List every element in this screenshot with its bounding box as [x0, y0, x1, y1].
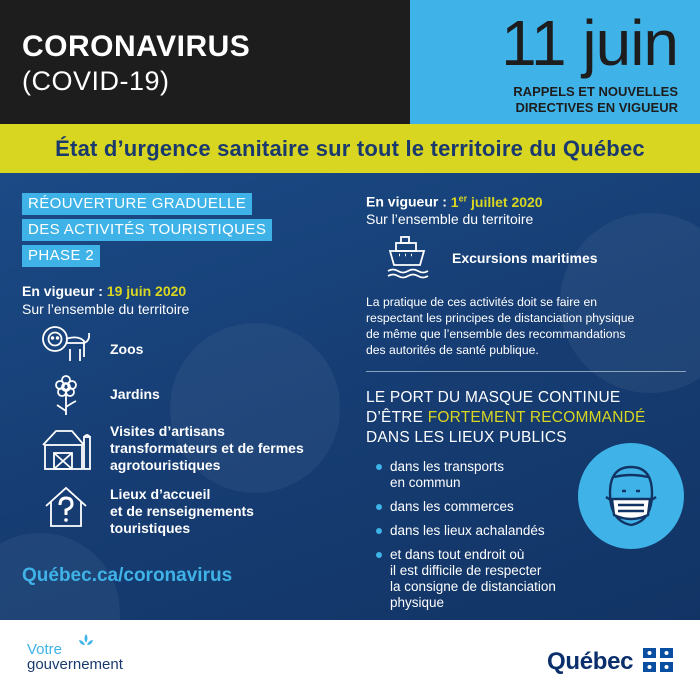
- mask-heading-line2: [366, 408, 646, 428]
- list-item-line: physique: [390, 595, 445, 610]
- fleur-de-lis-icon: [78, 634, 94, 657]
- mask-heading-line1: LE PORT DU MASQUE CONTINUE: [366, 389, 621, 406]
- list-item: [374, 499, 604, 515]
- header-note-line1: RAPPELS ET NOUVELLES: [513, 84, 678, 99]
- phase-label-line2: DES ACTIVITÉS TOURISTIQUES: [22, 219, 272, 241]
- item-visites-line3: agrotouristiques: [110, 457, 221, 473]
- distancing-paragraph-line2: respectant les principes de distanciation physique: [366, 311, 635, 325]
- list-item-line: la consigne de distanciation: [390, 579, 556, 594]
- item-lieux-label: [110, 486, 254, 537]
- phase-label-line1: RÉOUVERTURE GRADUELLE: [22, 193, 252, 215]
- house-question-icon: [44, 485, 88, 529]
- logo-votre: Votre: [27, 641, 63, 658]
- bullet-dot: [376, 552, 382, 558]
- mask-locations-list: [374, 459, 604, 619]
- item-jardins-label: Jardins: [110, 386, 160, 402]
- left-scope: Sur l’ensemble du territoire: [22, 301, 190, 317]
- item-lieux-line3: touristiques: [110, 520, 191, 536]
- item-visites-label: [110, 423, 304, 474]
- emergency-banner: [0, 124, 700, 173]
- header-title: CORONAVIRUS: [22, 30, 251, 63]
- distancing-paragraph-line4: des autorités de santé publique.: [366, 343, 539, 357]
- distancing-paragraph-line1: La pratique de ces activités doit se faire en: [366, 295, 598, 309]
- header-note-line2: DIRECTIVES EN VIGUEUR: [515, 100, 678, 115]
- mask-heading-emphasis: FORTEMENT RECOMMANDÉ: [427, 409, 646, 426]
- logo-gouvernement: gouvernement: [27, 656, 123, 673]
- bullet-dot: [376, 504, 382, 510]
- divider: [366, 371, 686, 372]
- header-date: 11 juin: [501, 7, 678, 79]
- list-item-line: il est difficile de respecter: [390, 563, 542, 578]
- list-item-line: dans les commerces: [390, 499, 514, 514]
- left-effective-date: 19 juin 2020: [106, 283, 187, 299]
- list-item: [374, 547, 604, 611]
- distancing-paragraph-line3: de même que l’ensemble des recommandations: [366, 327, 626, 341]
- barn-icon: [40, 425, 92, 471]
- item-excursions-label: Excursions maritimes: [452, 250, 598, 266]
- ship-icon: [386, 235, 432, 279]
- coronavirus-link[interactable]: Québec.ca/coronavirus: [22, 565, 233, 586]
- emergency-banner-text: État d’urgence sanitaire sur tout le territoire du Québec: [55, 136, 645, 161]
- item-visites-line2: transformateurs et de fermes: [110, 440, 304, 456]
- flower-icon: [48, 375, 84, 417]
- right-effective-prefix: En vigueur :: [366, 193, 451, 210]
- list-item: [374, 523, 604, 539]
- right-scope: Sur l’ensemble du territoire: [366, 211, 534, 227]
- mask-heading: [366, 388, 646, 448]
- votre-gouvernement-logo: [27, 642, 123, 672]
- header-subtitle: (COVID-19): [22, 66, 170, 96]
- phase-label-line3: PHASE 2: [22, 245, 100, 267]
- bullet-dot: [376, 528, 382, 534]
- right-effective-line: [366, 193, 543, 210]
- right-effective-rest: juillet 2020: [467, 193, 543, 210]
- item-zoos-label: Zoos: [110, 341, 144, 357]
- left-effective-prefix: En vigueur :: [22, 283, 107, 299]
- mask-heading-line3: DANS LES LIEUX PUBLICS: [366, 429, 567, 446]
- header-right-panel: [410, 0, 700, 124]
- quebec-wordmark: Québec: [547, 648, 634, 675]
- item-lieux-line2: et de renseignements: [110, 503, 254, 519]
- mask-heading-prefix: D’ÊTRE: [366, 409, 428, 426]
- header-note: [438, 84, 678, 116]
- left-effective-line: [22, 283, 186, 299]
- header-left-panel: [0, 0, 410, 124]
- list-item-line: dans les transports: [390, 459, 505, 474]
- list-item-line: en commun: [390, 475, 461, 490]
- main-panel: [0, 173, 700, 620]
- face-mask-icon: [578, 443, 684, 549]
- footer: [0, 620, 700, 700]
- quebec-flag-icon: [643, 648, 673, 672]
- bullet-dot: [376, 464, 382, 470]
- list-item-line: dans les lieux achalandés: [390, 523, 545, 538]
- right-effective-date: [451, 194, 543, 210]
- item-lieux-line1: Lieux d’accueil: [110, 486, 211, 502]
- list-item-line: et dans tout endroit où: [390, 547, 525, 562]
- list-item: [374, 459, 604, 491]
- item-visites-line1: Visites d’artisans: [110, 423, 225, 439]
- distancing-paragraph: [366, 294, 634, 358]
- right-effective-day: 1: [450, 193, 459, 210]
- right-effective-sup: er: [458, 193, 468, 203]
- lion-icon: [40, 323, 92, 367]
